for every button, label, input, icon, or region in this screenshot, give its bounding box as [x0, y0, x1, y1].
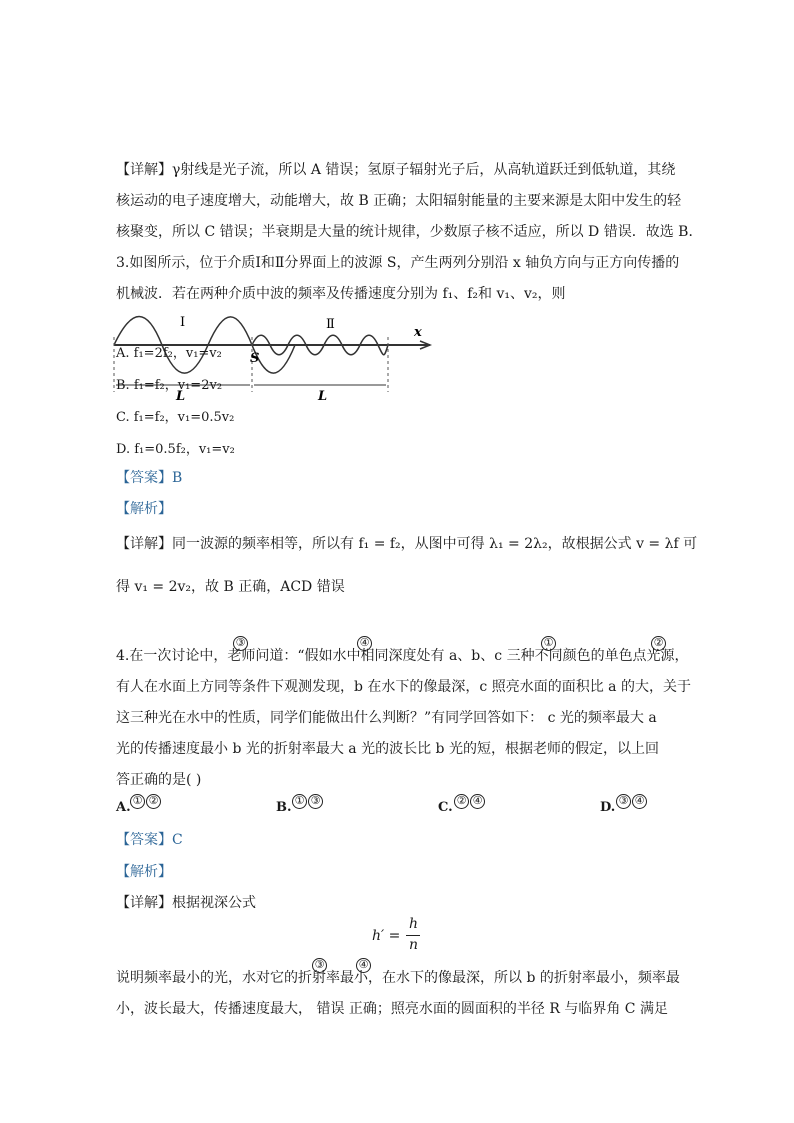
q4-line: 答正确的是( ) — [116, 772, 202, 788]
q4-line: 4.在一次讨论中，老师问道：“假如水中相同深度处有 a、b、c 三种不同颜色的单色点光源， — [116, 648, 689, 664]
analysis-label: 【解析】 — [116, 864, 172, 880]
circle-label: ③ — [233, 636, 248, 651]
circle-label: ① — [292, 794, 307, 809]
axis-label: x — [414, 325, 422, 340]
option-a: A. f₁=2f₂，v₁=v₂ — [116, 346, 222, 361]
option-b: B. f₁=f₂，v₁=2v₂ — [116, 378, 223, 393]
source-label: S — [250, 351, 260, 366]
text-line: 机械波．若在两种介质中波的频率及传播速度分别为 f₁、f₂和 v₁、v₂，则 — [116, 286, 566, 302]
circle-label: ④ — [632, 794, 647, 809]
circle-label: ④ — [470, 794, 485, 809]
detail-line: 得 v₁ = 2v₂，故 B 正确，ACD 错误 — [116, 579, 345, 595]
circle-label: ③ — [312, 958, 327, 973]
q4-option-d: D. — [600, 800, 616, 815]
formula-numerator: h — [409, 916, 419, 932]
formula-left: h′ = — [372, 928, 401, 944]
formula-denominator: n — [409, 937, 419, 953]
circle-label: ① — [130, 794, 145, 809]
circle-label: ① — [541, 636, 556, 651]
q4-option-b: B. — [276, 800, 292, 815]
text-line: 3.如图所示，位于介质Ⅰ和Ⅱ分界面上的波源 S，产生两列分别沿 x 轴负方向与正方向传播的 — [116, 255, 680, 271]
text-line: 小，波长最大，传播速度最大， 错误 正确；照亮水面的圆面积的半径 R 与临界角 C 满足 — [116, 1001, 668, 1017]
option-d: D. f₁=0.5f₂，v₁=v₂ — [116, 442, 235, 457]
circle-label: ② — [651, 636, 666, 651]
length-label-1: L — [176, 389, 186, 402]
region2-label: Ⅱ — [326, 317, 335, 332]
circle-label: ② — [146, 794, 161, 809]
text-line: 核运动的电子速度增大，动能增大，故 B 正确；太阳辐射能量的主要来源是太阳中发生的轻 — [116, 193, 682, 209]
circle-label: ③ — [308, 794, 323, 809]
circle-label: ④ — [356, 958, 371, 973]
region1-label: Ⅰ — [180, 315, 186, 330]
q4-line: 这三种光在水中的性质，同学们能做出什么判断？”有同学回答如下： c 光的频率最大 a — [116, 710, 657, 726]
answer-label: 【答案】B — [116, 470, 183, 486]
option-c: C. f₁=f₂，v₁=0.5v₂ — [116, 410, 235, 425]
circle-label: ③ — [616, 794, 631, 809]
fraction-bar — [406, 935, 420, 936]
text-line: 核聚变，所以 C 错误；半衰期是大量的统计规律，少数原子核不适应，所以 D 错误．故选 B． — [116, 224, 703, 240]
circle-label: ② — [454, 794, 469, 809]
text-line: 说明频率最小的光，水对它的折射率最小，在水下的像最深，所以 b 的折射率最小，频率最 — [116, 970, 680, 986]
q4-line: 有人在水面上方同等条件下观测发现，b 在水下的像最深，c 照亮水面的面积比 a 的大，关于 — [116, 679, 691, 695]
analysis-label: 【解析】 — [116, 501, 172, 517]
text-line: 【详解】γ射线是光子流，所以 A 错误；氢原子辐射光子后，从高轨道跃迁到低轨道，其绕 — [116, 162, 676, 178]
q4-option-a: A. — [116, 800, 131, 815]
circle-label: ④ — [357, 636, 372, 651]
q4-line: 光的传播速度最小 b 光的折射率最大 a 光的波长比 b 光的短，根据老师的假定，以上回 — [116, 741, 659, 757]
detail-line: 【详解】同一波源的频率相等，所以有 f₁ = f₂，从图中可得 λ₁ = 2λ₂，故根据公式 v = λf 可 — [116, 536, 698, 552]
length-label-2: L — [318, 389, 328, 402]
detail-line: 【详解】根据视深公式 — [116, 895, 256, 911]
answer-label: 【答案】C — [116, 832, 183, 848]
q4-option-c: C. — [438, 800, 453, 815]
